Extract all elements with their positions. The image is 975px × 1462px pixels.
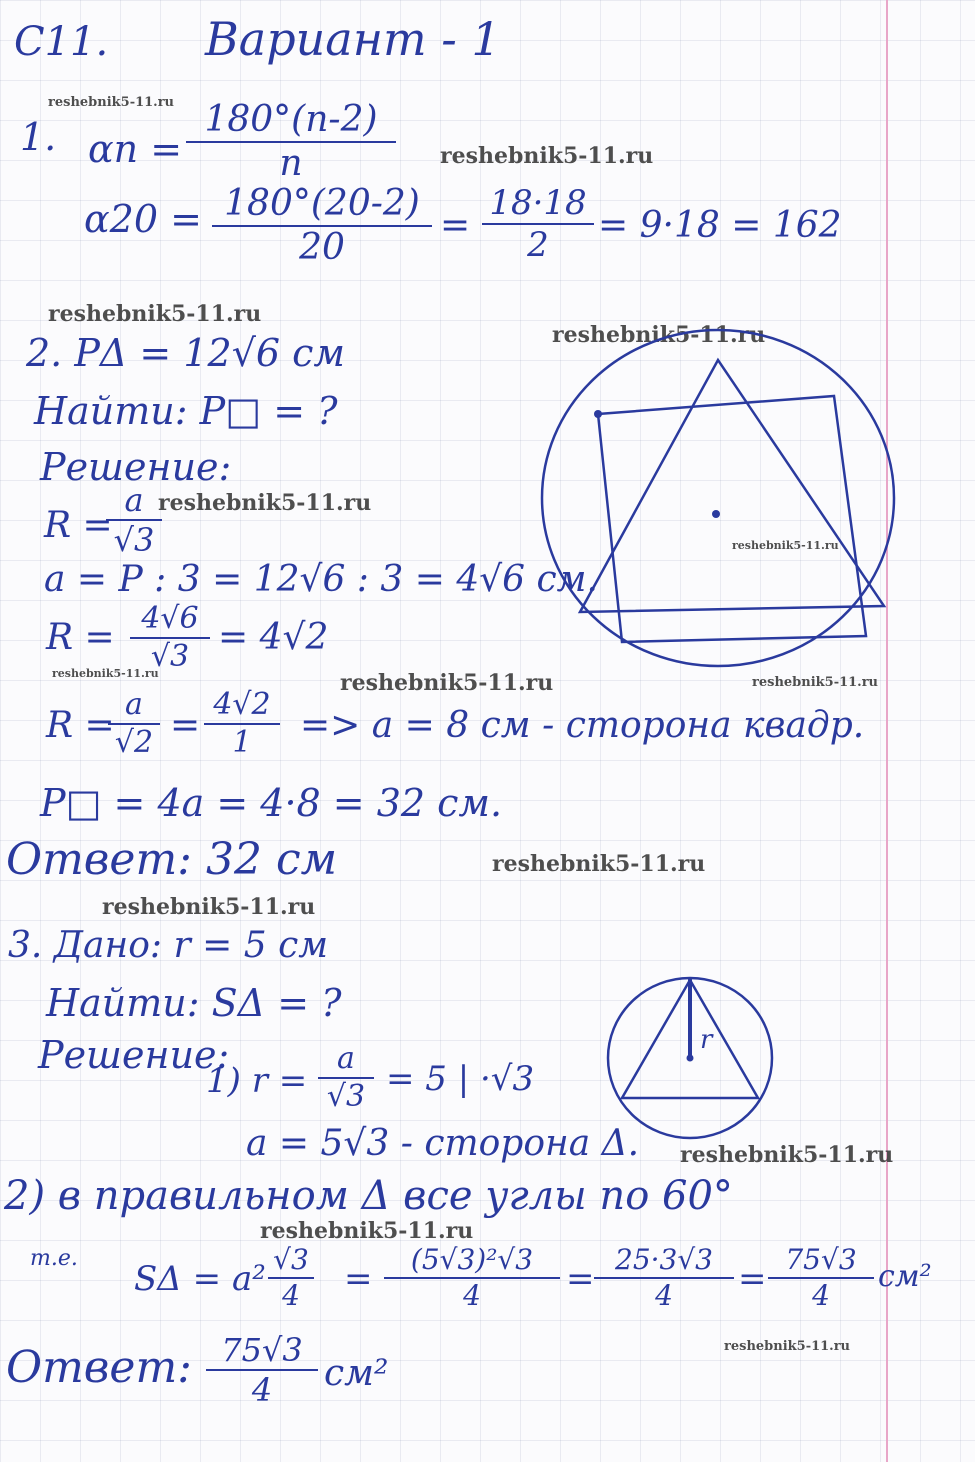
fraction-denominator: 4 [812,1279,830,1312]
equals-sign: = [440,205,471,246]
inscribed-triangle [580,360,884,612]
watermark: reshebnik5-11.ru [492,851,706,877]
watermark: reshebnik5-11.ru [48,301,262,327]
watermark: reshebnik5-11.ru [680,1142,894,1168]
area-lhs: SΔ = a² [134,1259,266,1299]
circumscribed-circle [542,330,894,666]
problem3-given: 3. Дано: r = 5 см [8,925,329,966]
circle-center-point [712,510,720,518]
answer-unit: см² [324,1353,389,1394]
fraction-numerator: 180°(20-2) [212,186,432,227]
area-unit: см² [878,1259,932,1294]
watermark: reshebnik5-11.ru [440,143,654,169]
watermark: reshebnik5-11.ru [260,1218,474,1244]
step2-text: 2) в правильном Δ все углы по 60° [4,1173,733,1219]
step1-rhs: = 5 | ·√3 [386,1059,535,1099]
fraction-numerator: a [108,690,160,725]
watermark: reshebnik5-11.ru [48,95,175,110]
fraction-numerator: (5√3)²√3 [384,1246,560,1279]
fraction-denominator: 2 [527,225,549,265]
problem2-answer: Ответ: 32 см [6,834,338,885]
square-perimeter-calc: P□ = 4a = 4·8 = 32 см. [40,781,503,825]
fraction-numerator: a [106,484,162,521]
r-square-lhs: R = [46,705,115,746]
watermark: reshebnik5-11.ru [102,894,316,920]
fraction-numerator: 75√3 [206,1334,318,1371]
circle-triangle-square-figure [542,330,894,666]
problem1-lhs: αn = [88,127,183,171]
radius-label: r [700,1025,713,1055]
square-vertex-point [594,410,602,418]
problem1-line2-lhs: α20 = [84,197,202,241]
fraction-denominator: √2 [114,725,154,760]
equals-sign: = [344,1259,373,1299]
watermark: reshebnik5-11.ru [552,322,766,348]
fraction-numerator: a [318,1044,374,1079]
fraction-numerator: 180°(n-2) [186,102,396,143]
problem1-number: 1. [20,115,57,159]
fraction-denominator: √3 [326,1079,366,1114]
triangle-side-result: a = 5√3 - сторона Δ. [246,1123,640,1164]
that-is-abbrev: т.е. [30,1246,78,1271]
equals-sign: = [566,1259,595,1299]
fraction-numerator: 4√6 [130,604,210,639]
fraction-numerator: 4√2 [204,690,280,725]
square-side-result: => a = 8 см - сторона квадр. [300,705,865,746]
equals-sign: = [170,705,201,746]
problem2-given: 2. PΔ = 12√6 см [26,331,345,375]
equals-sign: = [738,1259,767,1299]
r-value-rhs: = 4√2 [218,617,329,658]
step1-lhs: 1) r = [206,1061,308,1101]
fraction-numerator: 75√3 [768,1246,874,1279]
fraction-denominator: 4 [282,1279,300,1312]
problem3-answer-label: Ответ: [6,1342,192,1393]
watermark: reshebnik5-11.ru [732,539,839,552]
fraction-numerator: 18·18 [482,186,594,225]
watermark: reshebnik5-11.ru [340,670,554,696]
problem2-find: Найти: P□ = ? [34,389,338,433]
fraction-denominator: 20 [299,227,345,268]
r-formula-lhs: R = [44,505,113,546]
fraction-denominator: √3 [150,639,190,674]
fraction-numerator: √3 [268,1246,314,1279]
watermark: reshebnik5-11.ru [158,490,372,516]
watermark: reshebnik5-11.ru [52,667,159,680]
problem2-solution-label: Решение: [40,445,232,489]
fraction-denominator: 4 [655,1279,673,1312]
watermark: reshebnik5-11.ru [724,1339,851,1354]
problem3-find: Найти: SΔ = ? [46,981,342,1025]
fraction-numerator: 25·3√3 [594,1246,734,1279]
fraction-denominator: √3 [113,521,155,559]
fraction-denominator: 4 [463,1279,481,1312]
fraction-denominator: 4 [251,1371,273,1409]
problem1-result: = 9·18 = 162 [598,205,842,246]
watermark: reshebnik5-11.ru [752,675,879,690]
side-a-calc: a = P : 3 = 12√6 : 3 = 4√6 см. [44,559,598,600]
problem3-solution-label: Решение: [38,1033,230,1077]
fraction-denominator: 1 [232,725,252,760]
r-value-lhs: R = [46,617,115,658]
fraction-denominator: n [279,143,303,184]
center-point [687,1055,694,1062]
variant-title: Вариант - 1 [205,12,501,66]
page-code: C11. [14,19,109,65]
